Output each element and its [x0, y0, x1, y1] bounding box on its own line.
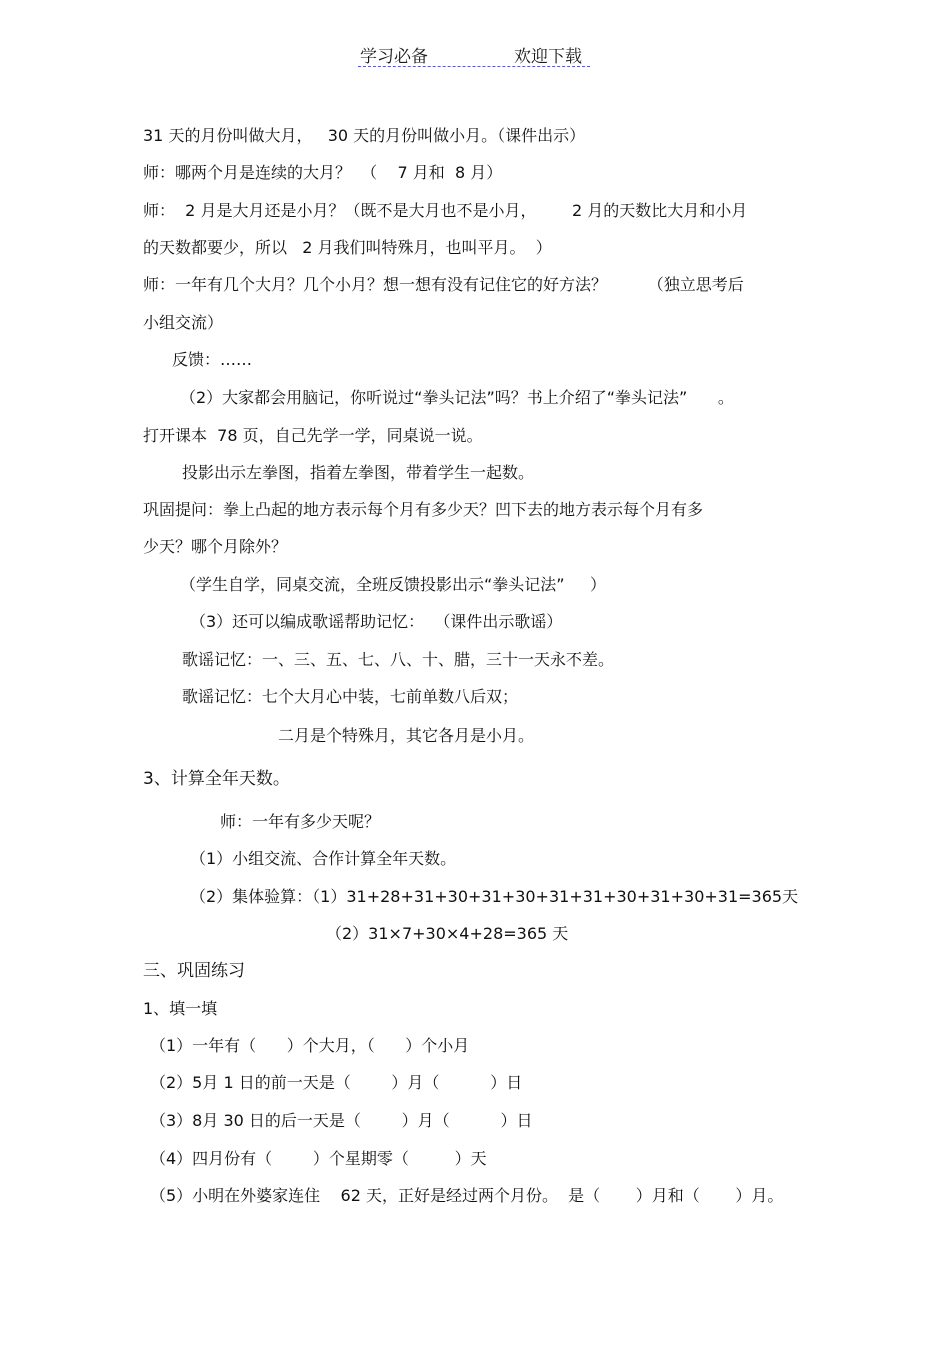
text-line: （3）还可以编成歌谣帮助记忆： （课件出示歌谣）: [190, 612, 563, 631]
text-line: 二月是个特殊月，其它各月是小月。: [278, 726, 535, 745]
text-line: （学生自学，同桌交流，全班反馈投影出示“拳头记法” ）: [180, 575, 607, 594]
exercise-item: （3）8月 30 日的后一天是（ ）月（ ）日: [150, 1111, 533, 1130]
text-line: 师：哪两个月是连续的大月？ （ 7 月和 8 月）: [143, 163, 503, 182]
text-line: （2）31×7+30×4+28=365 天: [326, 924, 569, 943]
text-line: 歌谣记忆：七个大月心中装，七前单数八后双；: [182, 687, 519, 706]
text-line: 1、填一填: [143, 999, 218, 1018]
text-line: 反馈：……: [172, 350, 253, 369]
text-line: 歌谣记忆：一、三、五、七、八、十、腊，三十一天永不差。: [182, 650, 615, 669]
text-line: （2）大家都会用脑记，你听说过“拳头记法”吗？书上介绍了“拳头记法” 。: [180, 388, 734, 407]
exercise-item: （5）小明在外婆家连住 62 天，正好是经过两个月份。 是（ ）月和（ ）月。: [150, 1186, 784, 1205]
text-line: 巩固提问：拳上凸起的地方表示每个月有多少天？凹下去的地方表示每个月有多: [143, 500, 704, 519]
text-line: （1）小组交流、合作计算全年天数。: [190, 849, 457, 868]
text-line: 少天？哪个月除外？: [143, 537, 288, 556]
text-line: 的天数都要少，所以 2 月我们叫特殊月，也叫平月。 ）: [143, 238, 552, 257]
text-line: 师：一年有多少天呢？: [220, 812, 381, 831]
text-line: 师：一年有几个大月？几个小月？想一想有没有记住它的好方法？ （独立思考后: [143, 275, 744, 294]
header-right-text: 欢迎下载: [514, 47, 582, 67]
exercise-item: （1）一年有（ ）个大月，（ ）个小月: [150, 1036, 470, 1055]
section-heading: 3、计算全年天数。: [143, 769, 290, 789]
text-line: 小组交流）: [143, 313, 224, 332]
page-header: [358, 40, 590, 67]
section-heading: 三、巩固练习: [143, 961, 245, 981]
text-line: （2）集体验算：（1）31+28+31+30+31+30+31+31+30+31+30+31=365天: [190, 887, 799, 906]
exercise-item: （4）四月份有（ ）个星期零（ ）天: [150, 1149, 487, 1168]
header-left-text: 学习必备: [360, 47, 428, 67]
text-line: 31 天的月份叫做大月， 30 天的月份叫做小月。（课件出示）: [143, 126, 586, 145]
text-line: 打开课本 78 页，自己先学一学，同桌说一说。: [143, 426, 483, 445]
text-line: 师： 2 月是大月还是小月？（既不是大月也不是小月， 2 月的天数比大月和小月: [143, 201, 748, 220]
text-line: 投影出示左拳图，指着左拳图，带着学生一起数。: [182, 463, 535, 482]
exercise-item: （2）5月 1 日的前一天是（ ）月（ ）日: [150, 1073, 523, 1092]
